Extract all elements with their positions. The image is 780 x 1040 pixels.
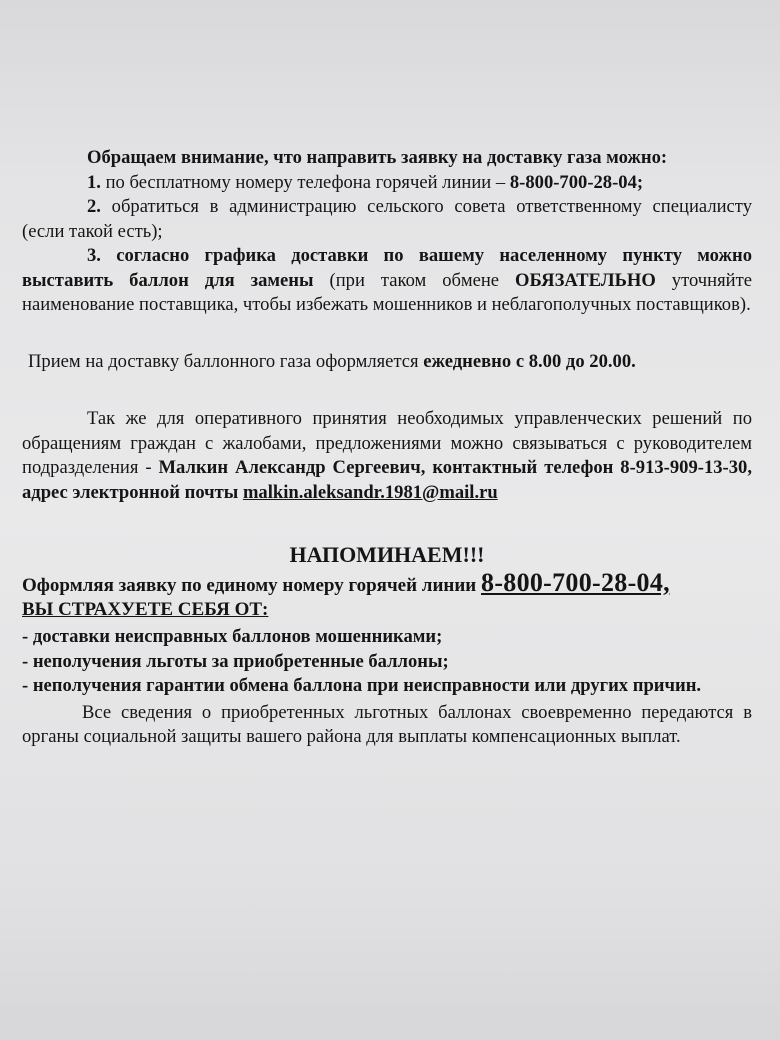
- intro-item-3-text-a: (при таком обмене: [329, 269, 500, 291]
- contact-text: Так же для оперативного принятия необходимых управленческих решений по обращениям граждан с жалобами, предложениями можно связываться с руководителем подразделения -: [22, 408, 752, 478]
- intro-item-3: [22, 244, 752, 318]
- reminder-protect-title: ВЫ СТРАХУЕТЕ СЕБЯ ОТ:: [22, 599, 269, 620]
- intro-item-3-bold-text: согласно графика доставки по вашему населенному пункту можно выставить баллон для замены: [22, 245, 753, 291]
- intro-item-1: [22, 171, 752, 196]
- reminder-lead-line: [22, 569, 752, 599]
- reminder-hotline-phone: 8-800-700-28-04,: [481, 568, 670, 597]
- intro-item-3-number: 3.: [87, 245, 101, 266]
- schedule-line: [22, 350, 752, 375]
- contact-details: Малкин Александр Сергеевич, контактный телефон 8-913-909-13-30, адрес электронной почты: [22, 457, 752, 503]
- intro-item-1-text: по бесплатному номеру телефона горячей линии –: [105, 171, 506, 193]
- intro-item-2-number: 2.: [87, 196, 101, 217]
- reminder-heading: НАПОМИНАЕМ!!!: [289, 542, 485, 567]
- reminder-lead: Оформляя заявку по единому номеру горячей линии: [22, 575, 477, 596]
- contact-email-link[interactable]: malkin.aleksandr.1981@mail.ru: [242, 481, 498, 503]
- intro-item-3-must: ОБЯЗАТЕЛЬНО: [515, 269, 656, 291]
- intro-item-3-text-b: уточняйте наименование поставщика, чтобы избежать мошенников и неблагополучных поставщиков).: [22, 269, 752, 315]
- intro-item-2: [22, 195, 752, 244]
- intro-lead: Обращаем внимание, что направить заявку на доставку газа можно:: [87, 147, 668, 168]
- reminder-list-item: - неполучения льготы за приобретенные баллоны;: [22, 650, 449, 672]
- reminder-list-item: - доставки неисправных баллонов мошенниками;: [22, 626, 443, 647]
- contact-paragraph: [22, 407, 752, 505]
- intro-item-2-text: обратиться в администрацию сельского совета ответственному специалисту (если такой есть);: [22, 196, 752, 242]
- hotline-phone: 8-800-700-28-04;: [509, 171, 644, 193]
- reminder-list-item: - неполучения гарантии обмена баллона при неисправности или других причин.: [22, 675, 702, 696]
- schedule-text: Прием на доставку баллонного газа оформляется: [28, 350, 419, 372]
- intro-item-1-number: 1.: [87, 171, 101, 193]
- schedule-hours: ежедневно с 8.00 до 20.00.: [423, 350, 636, 372]
- reminder-closing: Все сведения о приобретенных льготных баллонах своевременно передаются в органы социальной защиты вашего района для выплаты компенсационных выплат.: [22, 701, 752, 747]
